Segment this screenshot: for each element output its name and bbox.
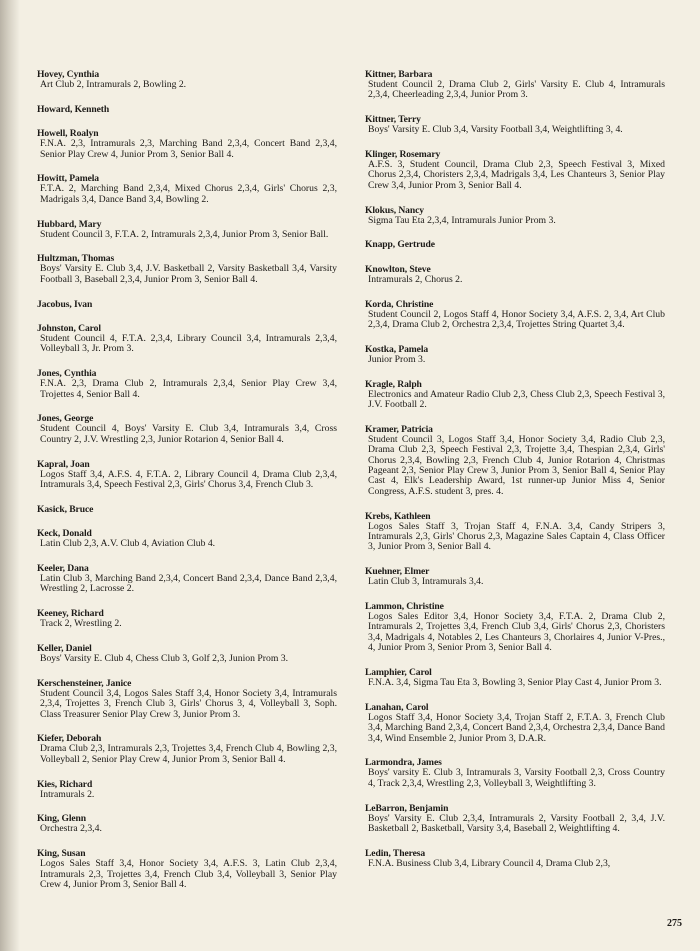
student-name: Keller, Daniel bbox=[37, 642, 92, 654]
student-name: Howard, Kenneth bbox=[37, 103, 110, 115]
student-name: Kostka, Pamela bbox=[365, 343, 429, 355]
student-entry bbox=[37, 644, 337, 664]
student-entry bbox=[37, 174, 337, 205]
student-activities: A.F.S. 3, Student Council, Drama Club 2,3, Speech Festival 3, Mixed Chorus 2,3,4, Choristers 2,3,4, Madrigals 3,4, Les Chanteurs 3, Senior Play Crew 3,4, Junior Prom 3, Senior Ball 4. bbox=[368, 159, 665, 191]
student-activities: Student Council 2, Logos Staff 4, Honor Society 3,4, A.F.S. 2, 3,4, Art Club 2,3,4, Drama Club 2, Orchestra 2,3,4, Trojettes String Quartet 3,4. bbox=[368, 308, 665, 330]
student-name: Jones, Cynthia bbox=[37, 368, 97, 380]
student-name: LeBarron, Benjamin bbox=[365, 802, 449, 814]
student-entry bbox=[365, 602, 665, 654]
student-activities: Latin Club 2,3, A.V. Club 4, Aviation Club 4. bbox=[40, 538, 216, 550]
student-entry bbox=[37, 254, 337, 285]
student-entry bbox=[37, 414, 337, 445]
student-name: Kies, Richard bbox=[37, 778, 93, 790]
student-activities: Latin Club 3, Marching Band 2,3,4, Concert Band 2,3,4, Dance Band 2,3,4, Wrestling 2, Lacrosse 2. bbox=[40, 572, 337, 595]
student-activities: Latin Club 3, Intramurals 3,4. bbox=[368, 576, 484, 588]
student-name: Jones, George bbox=[37, 413, 94, 425]
student-name: Kittner, Barbara bbox=[365, 69, 433, 80]
student-entry bbox=[365, 703, 665, 744]
student-activities: Orchestra 2,3,4. bbox=[40, 823, 102, 835]
right-column bbox=[365, 70, 665, 884]
student-entry bbox=[37, 529, 337, 549]
student-entry bbox=[365, 206, 665, 226]
student-name: Johnston, Carol bbox=[37, 322, 101, 334]
student-entry bbox=[37, 105, 337, 115]
student-name: Knapp, Gertrude bbox=[365, 239, 435, 251]
student-activities: Boys' varsity E. Club 3, Intramurals 3, Varsity Football 2,3, Cross Country 4, Track 2,3,4, Wrestling 2,3, Volleyball 3, Weightlifting 3. bbox=[368, 767, 665, 789]
student-entry bbox=[365, 567, 665, 587]
student-entry bbox=[37, 220, 337, 240]
student-activities: Student Council 4, Boys' Varsity E. Club 3,4, Intramurals 3,4, Cross Country 2, J.V. Wrestling 2,3, Junior Rotarion 4, Senior Ball 4. bbox=[40, 423, 337, 445]
student-entry bbox=[365, 425, 665, 497]
student-entry bbox=[37, 505, 337, 515]
student-name: Kiefer, Deborah bbox=[37, 733, 102, 745]
student-name: Lammon, Christine bbox=[365, 601, 444, 613]
student-activities: Logos Sales Editor 3,4, Honor Society 3,4, F.T.A. 2, Drama Club 2, Intramurals 2, Trojettes 3,4, French Club 3,4, Girls' Chorus 2,3, Choristers 3,4, Madrigals 4, Notables 2, Les Chanteurs 3, Chorlaires 4, Junior V-Pres., 4, Junior Prom 3, Senior Prom 3, Senior Ball 4. bbox=[368, 611, 665, 654]
student-entry bbox=[37, 780, 337, 800]
student-entry bbox=[365, 380, 665, 411]
student-activities: Boys' Varsity E. Club 2,3,4, Intramurals 2, Varsity Football 2, 3,4, J.V. Basketball 2, Basketball, Varsity 3,4, Baseball 2, Weightlifting 4. bbox=[368, 812, 665, 835]
student-entry bbox=[365, 758, 665, 789]
student-name: Howell, Roalyn bbox=[37, 128, 99, 140]
student-name: Jacobus, Ivan bbox=[37, 298, 93, 310]
student-entry bbox=[365, 265, 665, 285]
student-entry bbox=[37, 849, 337, 890]
student-activities: Sigma Tau Eta 2,3,4, Intramurals Junior Prom 3. bbox=[368, 214, 556, 226]
student-activities: Student Council 2, Drama Club 2, Girls' Varsity E. Club 4, Intramurals 2,3,4, Cheerleading 2,3,4, Junior Prom 3. bbox=[368, 79, 665, 101]
student-name: Kasick, Bruce bbox=[37, 503, 94, 515]
student-activities: Boys' Varsity E. Club 4, Chess Club 3, Golf 2,3, Junion Prom 3. bbox=[40, 652, 289, 664]
student-name: Keck, Donald bbox=[37, 528, 92, 540]
student-entry bbox=[365, 115, 665, 135]
student-activities: F.N.A. Business Club 3,4, Library Council 4, Drama Club 2,3, bbox=[368, 857, 611, 869]
student-entry bbox=[37, 129, 337, 160]
student-name: Hubbard, Mary bbox=[37, 218, 102, 230]
student-name: King, Glenn bbox=[37, 813, 87, 825]
student-entry bbox=[37, 814, 337, 834]
student-entry bbox=[37, 324, 337, 355]
student-activities: Student Council 3, Logos Staff 3,4, Honor Society 3,4, Radio Club 2,3, Drama Club 2,3, Speech Festival 2,3, Trojette 3,4, Thespian 2,3,4, Girls' Chorus 2,3,4, Bowling 2,3, French Club 4, Junior Rotarion 4, Christmas Pageant 2,3, Senior Play Crew 3, Junior Prom 3, Senior Ball 4, Senior Play Cast 4, Elk's Leadership Award, 1st runner-up Junior Miss 4, Senior Congress, A.F.S. student 3, pres. 4. bbox=[368, 433, 665, 497]
left-column bbox=[37, 70, 337, 905]
student-name: Kittner, Terry bbox=[365, 114, 421, 126]
student-activities: Track 2, Wrestling 2. bbox=[40, 618, 122, 630]
student-name: Hovey, Cynthia bbox=[37, 69, 100, 80]
student-name: Lamphier, Carol bbox=[365, 667, 432, 679]
student-activities: Logos Staff 3,4, A.F.S. 4, F.T.A. 2, Library Council 4, Drama Club 2,3,4, Intramurals 3,4, Speech Festival 2,3, Girls' Chorus 3,4, French Club 3. bbox=[40, 468, 337, 490]
student-name: Kragle, Ralph bbox=[365, 378, 422, 390]
student-entry bbox=[365, 345, 665, 365]
student-entry bbox=[365, 849, 665, 869]
student-activities: Logos Staff 3,4, Honor Society 3,4, Trojan Staff 2, F.T.A. 3, French Club 3,4, Marching Band 2,3,4, Concert Band 2,3,4, Orchestra 2,3,4, Dance Band 3,4, Wind Ensemble 2, Junior Prom 3, D.A.R. bbox=[368, 711, 665, 744]
student-entry bbox=[37, 564, 337, 595]
student-activities: Student Council 3,4, Logos Sales Staff 3,4, Honor Society 3,4, Intramurals 2,3,4, Trojettes 3, French Club 3, Girls' Chorus 3, 4, Volleyball 3, Soph. Class Treasurer Senior Play Crew 3, Junior Prom 3. bbox=[40, 687, 337, 720]
student-name: Kapral, Joan bbox=[37, 458, 90, 470]
student-activities: F.N.A. 2,3, Drama Club 2, Intramurals 2,3,4, Senior Play Crew 3,4, Trojettes 4, Senior Ball 4. bbox=[40, 378, 337, 400]
student-entry bbox=[365, 150, 665, 191]
student-activities: Junior Prom 3. bbox=[368, 353, 426, 365]
student-activities: Intramurals 2. bbox=[40, 788, 95, 800]
student-activities: F.N.A. 3,4, Sigma Tau Eta 3, Bowling 3, Senior Play Cast 4, Junior Prom 3. bbox=[368, 677, 662, 689]
student-entry bbox=[37, 70, 337, 90]
student-name: Keeney, Richard bbox=[37, 608, 104, 620]
student-entry bbox=[37, 369, 337, 400]
student-activities: Electronics and Amateur Radio Club 2,3, Chess Club 2,3, Speech Festival 3, J.V. Football 2. bbox=[368, 388, 665, 410]
student-name: Lanahan, Carol bbox=[365, 701, 429, 713]
student-name: Korda, Christine bbox=[365, 298, 434, 310]
student-activities: Art Club 2, Intramurals 2, Bowling 2. bbox=[40, 79, 187, 90]
student-name: Larmondra, James bbox=[365, 757, 442, 769]
student-activities: Drama Club 2,3, Intramurals 2,3, Trojettes 3,4, French Club 4, Bowling 2,3, Volleyball 2, Senior Play Crew 4, Junior Prom 3, Senior Ball 4. bbox=[40, 743, 337, 765]
student-name: Ledin, Theresa bbox=[365, 847, 426, 859]
student-name: King, Susan bbox=[37, 848, 86, 860]
student-activities: Logos Sales Staff 3, Trojan Staff 4, F.N.A. 3,4, Candy Stripers 3, Intramurals 2,3, Girls' Chorus 2,3, Magazine Sales Captain 4, Class Officer 3, Junior Prom 3, Senior Ball 4. bbox=[368, 520, 665, 553]
student-entry bbox=[37, 460, 337, 491]
page-binding-shadow bbox=[0, 0, 20, 951]
student-name: Kerschensteiner, Janice bbox=[37, 677, 132, 689]
student-entry bbox=[365, 70, 665, 101]
student-activities: Student Council 4, F.T.A. 2,3,4, Library Council 3,4, Intramurals 2,3,4, Volleyball 3, Jr. Prom 3. bbox=[40, 332, 337, 355]
student-name: Keeler, Dana bbox=[37, 562, 89, 574]
student-entry bbox=[37, 609, 337, 629]
student-entry bbox=[365, 512, 665, 553]
student-entry bbox=[37, 679, 337, 720]
student-activities: Logos Sales Staff 3,4, Honor Society 3,4, A.F.S. 3, Latin Club 2,3,4, Intramurals 2,3, Trojettes 3,4, French Club 3,4, Volleyball 3, Senior Play Crew 4, Junior Prom 3, Senior Ball 4. bbox=[40, 858, 337, 890]
student-activities: F.T.A. 2, Marching Band 2,3,4, Mixed Chorus 2,3,4, Girls' Chorus 2,3, Madrigals 3,4, Dance Band 3,4, Bowling 2. bbox=[40, 183, 337, 205]
student-entry bbox=[37, 734, 337, 765]
student-entry bbox=[37, 300, 337, 310]
student-name: Klokus, Nancy bbox=[365, 204, 424, 216]
student-name: Kramer, Patricia bbox=[365, 423, 433, 435]
student-name: Knowlton, Steve bbox=[365, 263, 431, 275]
student-activities: F.N.A. 2,3, Intramurals 2,3, Marching Band 2,3,4, Concert Band 2,3,4, Senior Play Crew 4, Junior Prom 3, Senior Ball 4. bbox=[40, 138, 337, 160]
student-entry bbox=[365, 668, 665, 688]
student-entry bbox=[365, 240, 665, 250]
student-name: Krebs, Kathleen bbox=[365, 510, 431, 522]
student-name: Kuehner, Elmer bbox=[365, 566, 430, 578]
student-activities: Intramurals 2, Chorus 2. bbox=[368, 273, 463, 285]
student-activities: Student Council 3, F.T.A. 2, Intramurals 2,3,4, Junior Prom 3, Senior Ball. bbox=[40, 228, 329, 240]
page-number: 275 bbox=[667, 918, 682, 929]
student-entry bbox=[365, 804, 665, 835]
student-activities: Boys' Varsity E. Club 3,4, Varsity Football 3,4, Weightlifting 3, 4. bbox=[368, 124, 623, 136]
student-name: Hultzman, Thomas bbox=[37, 253, 115, 265]
student-entry bbox=[365, 300, 665, 331]
student-name: Klinger, Rosemary bbox=[365, 149, 441, 160]
student-activities: Boys' Varsity E. Club 3,4, J.V. Basketball 2, Varsity Basketball 3,4, Varsity Football 3, Baseball 2,3,4, Junior Prom 3, Senior Ball 4. bbox=[40, 263, 337, 285]
student-name: Howitt, Pamela bbox=[37, 173, 100, 185]
